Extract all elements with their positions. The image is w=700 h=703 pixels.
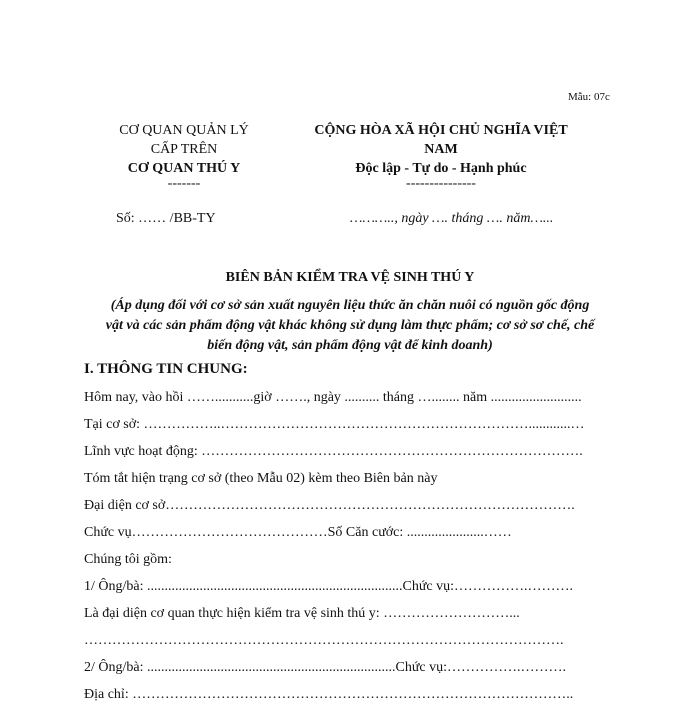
document-title: BIÊN BẢN KIỂM TRA VỆ SINH THÚ Y xyxy=(225,270,475,285)
agency-line-2: CẤP TRÊN xyxy=(150,142,218,157)
subtitle-line-3: biến động vật, sản phẩm động vật để kinh doanh) xyxy=(207,338,493,353)
agency-line-1: CƠ QUAN QUẢN LÝ xyxy=(119,123,249,138)
national-rule: --------------- xyxy=(406,176,476,191)
agency-rule: ------- xyxy=(167,176,201,191)
national-motto: Độc lập - Tự do - Hạnh phúc xyxy=(355,161,527,176)
field-line-facility-representative: Đại diện cơ sở……………………………………………………………………………. xyxy=(84,498,575,513)
field-line-inspection-agency: Là đại diện cơ quan thực hiện kiểm tra vệ sinh thú y: ………………………... xyxy=(84,606,520,621)
field-line-blank: …………………………………………………………………………………………. xyxy=(84,633,564,648)
field-line-we-include: Chúng tôi gồm: xyxy=(84,552,172,567)
section-heading-general-info: I. THÔNG TIN CHUNG: xyxy=(84,361,248,377)
document-subtitle xyxy=(84,296,616,356)
agency-line-3: CƠ QUAN THÚ Y xyxy=(127,161,241,176)
national-title-line-1: CỘNG HÒA XÃ HỘI CHỦ NGHĨA VIỆT xyxy=(314,123,568,138)
field-line-inspector-1: 1/ Ông/bà: .........................................................................Chức vụ:…………….………. xyxy=(84,579,574,594)
document-date: ……….., ngày …. tháng …. năm…... xyxy=(350,211,554,226)
form-code: Mẫu: 07c xyxy=(568,91,610,103)
subtitle-line-2: vật và các sản phẩm động vật khác không sử dụng làm thực phẩm; cơ sở sơ chế, chế xyxy=(105,318,595,333)
issuing-agency-block xyxy=(84,121,284,190)
field-line-address: Địa chỉ: ………………………………………………………………………………….. xyxy=(84,687,574,702)
national-title-line-2: NAM xyxy=(424,142,458,157)
national-header-block xyxy=(282,121,600,190)
field-line-facility: Tại cơ sở: ……………..…………………………………………………………............… xyxy=(84,417,585,432)
field-line-time: Hôm nay, vào hồi ……...........giờ ……., ngày .......... tháng …........ năm .......................... xyxy=(84,390,582,405)
field-line-field-of-activity: Lĩnh vực hoạt động: ………………………………………………………………………. xyxy=(84,444,583,459)
subtitle-line-1: (Áp dụng đối với cơ sở sản xuất nguyên liệu thức ăn chăn nuôi có nguồn gốc động xyxy=(110,298,590,313)
field-line-position-id: Chức vụ……………………………………Số Căn cước: ......................…… xyxy=(84,525,512,540)
field-line-inspector-2: 2/ Ông/bà: .......................................................................Chức vụ:…………….………. xyxy=(84,660,567,675)
field-line-status-summary: Tóm tắt hiện trạng cơ sở (theo Mẫu 02) kèm theo Biên bản này xyxy=(84,471,438,486)
document-number: Số: …… /BB-TY xyxy=(116,211,216,226)
